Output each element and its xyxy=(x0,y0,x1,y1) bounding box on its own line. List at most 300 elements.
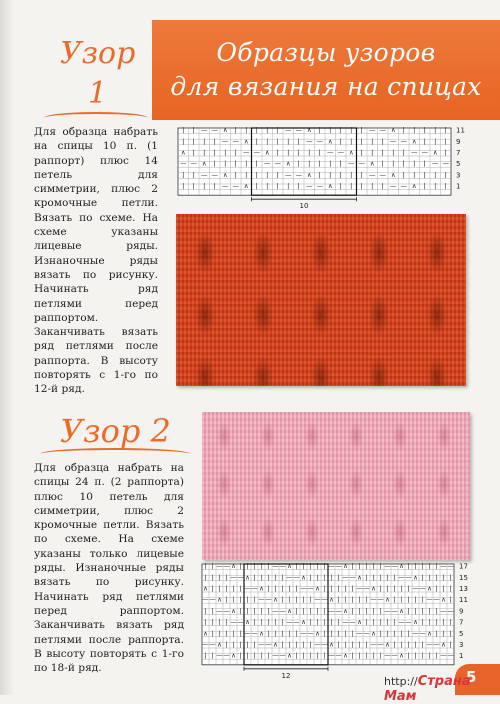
pattern-2-chart-stitch-symbol: | xyxy=(309,640,312,649)
pattern-2-chart-stitch-symbol: | xyxy=(211,562,214,571)
pattern-2-chart-stitch-symbol: — xyxy=(447,606,454,615)
pattern-2-chart-stitch-symbol: | xyxy=(330,584,333,593)
pattern-2-chart-stitch-symbol: | xyxy=(386,584,389,593)
pattern-2-chart-stitch-symbol: | xyxy=(337,595,340,604)
pattern-2-chart-stitch-symbol: | xyxy=(267,629,270,638)
pattern-2-chart-stitch-symbol: — xyxy=(419,584,426,593)
pattern-2-chart-stitch-symbol: | xyxy=(379,629,382,638)
pattern-2-chart-stitch-symbol: | xyxy=(274,584,277,593)
pattern-2-chart-stitch-symbol: | xyxy=(211,618,214,627)
pattern-2-chart-stitch-symbol: ∧ xyxy=(343,651,348,660)
pattern-2-chart-stitch-symbol: | xyxy=(428,651,431,660)
banner-title-line-1: Образцы узоров xyxy=(216,38,436,67)
pattern-1-chart-stitch-symbol: | xyxy=(371,182,374,191)
pattern-2-chart-stitch-symbol: | xyxy=(393,618,396,627)
watermark-prefix: http:// xyxy=(384,675,418,688)
pattern-1-chart-stitch-symbol: | xyxy=(287,148,290,157)
pattern-1-chart-stitch-symbol: — xyxy=(285,170,292,179)
pattern-2-chart-stitch-symbol: | xyxy=(351,651,354,660)
pattern-2-chart-stitch-symbol: ∧ xyxy=(301,618,306,627)
pattern-1-chart-stitch-symbol: | xyxy=(423,170,426,179)
pattern-2-chart-stitch-symbol: | xyxy=(421,640,424,649)
pattern-2-chart-stitch-symbol: | xyxy=(239,584,242,593)
pattern-2-chart-stitch-symbol: — xyxy=(426,595,433,604)
pattern-2-chart-stitch-symbol: | xyxy=(239,562,242,571)
pattern-1-chart-stitch-symbol: | xyxy=(234,170,237,179)
pattern-2-chart-stitch-symbol: — xyxy=(279,606,286,615)
pattern-2-chart-stitch-symbol: ∧ xyxy=(357,618,362,627)
pattern-1-chart-stitch-symbol: — xyxy=(211,126,218,135)
pattern-2-chart-stitch-symbol: — xyxy=(286,573,293,582)
pattern-2-chart-stitch-symbol: | xyxy=(393,629,396,638)
pattern-2-chart-stitch-symbol: | xyxy=(253,573,256,582)
pattern-2-chart-stitch-symbol: — xyxy=(279,651,286,660)
pattern-2-chart-stitch-symbol: | xyxy=(253,651,256,660)
pattern-1-chart-stitch-symbol: | xyxy=(192,182,195,191)
pattern-1-chart-stitch-symbol: | xyxy=(234,148,237,157)
pattern-2-chart-stitch-symbol: ∧ xyxy=(441,640,446,649)
pattern-2-chart-stitch-symbol: | xyxy=(323,606,326,615)
pattern-2-chart-repeat-label: 12 xyxy=(281,671,291,680)
pattern-1-chart-stitch-symbol: ∧ xyxy=(348,148,354,157)
pattern-1-chart-stitch-symbol: — xyxy=(306,137,313,146)
pattern-1-chart-stitch-symbol: | xyxy=(318,148,321,157)
pattern-2-chart-stitch-symbol: — xyxy=(293,618,300,627)
pattern-2-chart-stitch-symbol: | xyxy=(414,595,417,604)
pattern-1-chart-stitch-symbol: — xyxy=(316,137,323,146)
pattern-2-chart-stitch-symbol: ∧ xyxy=(413,573,418,582)
pattern-2-chart-stitch-symbol: | xyxy=(246,640,249,649)
pattern-2-chart-stitch-symbol: — xyxy=(223,606,230,615)
pattern-2-chart-stitch-symbol: | xyxy=(316,651,319,660)
pattern-2-chart-stitch-symbol: | xyxy=(204,618,207,627)
pattern-2-chart-stitch-symbol: | xyxy=(309,573,312,582)
pattern-2-chart-stitch-symbol: — xyxy=(216,606,223,615)
pattern-2-chart-stitch-symbol: ∧ xyxy=(217,595,222,604)
pattern-2-chart-stitch-symbol: | xyxy=(393,640,396,649)
pattern-2-chart-stitch-symbol: — xyxy=(279,562,286,571)
pattern-2-chart-stitch-symbol: | xyxy=(260,618,263,627)
pattern-1-chart-row-number: 7 xyxy=(456,149,461,157)
pattern-1-chart-stitch-symbol: | xyxy=(318,170,321,179)
pattern-2-chart-stitch-symbol: | xyxy=(281,618,284,627)
pattern-2-chart-stitch-symbol: | xyxy=(309,606,312,615)
pattern-2-chart-stitch-symbol: ∧ xyxy=(259,584,264,593)
pattern-1-chart-stitch-symbol: | xyxy=(402,159,405,168)
pattern-2-chart-stitch-symbol: | xyxy=(393,584,396,593)
pattern-2-chart-stitch-symbol: | xyxy=(435,584,438,593)
pattern-2-chart-stitch-symbol: | xyxy=(365,573,368,582)
pattern-2-chart-stitch-symbol: | xyxy=(323,573,326,582)
pattern-2-chart-stitch-symbol: | xyxy=(365,618,368,627)
pattern-1-chart-stitch-symbol: ∧ xyxy=(222,170,228,179)
banner-title-line-2: для вязания на спицах xyxy=(170,72,482,101)
pattern-2-chart-stitch-symbol: | xyxy=(267,618,270,627)
pattern-1-chart-stitch-symbol: ∧ xyxy=(411,182,417,191)
pattern-2-chart-stitch-symbol: | xyxy=(435,606,438,615)
pattern-2-chart-stitch-symbol: | xyxy=(435,573,438,582)
pattern-1-chart-stitch-symbol: | xyxy=(213,182,216,191)
pattern-2-chart-stitch-symbol: — xyxy=(370,640,377,649)
pattern-2-chart-stitch-symbol: | xyxy=(295,562,298,571)
pattern-2-chart-stitch-symbol: ∧ xyxy=(287,562,292,571)
pattern-2-chart-stitch-symbol: — xyxy=(258,640,265,649)
pattern-2-chart-stitch-symbol: — xyxy=(314,640,321,649)
pattern-2-chart-stitch-symbol: — xyxy=(384,651,391,660)
pattern-2-chart-stitch-symbol: ∧ xyxy=(315,584,320,593)
pattern-2-chart-stitch-symbol: | xyxy=(344,595,347,604)
pattern-2-chart-stitch-symbol: | xyxy=(288,629,291,638)
pattern-2-chart-stitch-symbol: — xyxy=(377,595,384,604)
pattern-1-chart-stitch-symbol: — xyxy=(369,126,376,135)
pattern-2-chart-stitch-symbol: | xyxy=(428,562,431,571)
pattern-1-chart-stitch-symbol: | xyxy=(308,148,311,157)
pattern-2-chart-stitch-symbol: | xyxy=(295,595,298,604)
pattern-2-chart-stitch-symbol: | xyxy=(428,573,431,582)
pattern-2-chart-stitch-symbol: | xyxy=(379,573,382,582)
pattern-2-chart-stitch-symbol: | xyxy=(407,629,410,638)
pattern-2-chart-stitch-symbol: ∧ xyxy=(385,640,390,649)
pattern-1-chart-stitch-symbol: | xyxy=(255,182,258,191)
pattern-1-chart-stitch-symbol: — xyxy=(358,159,365,168)
pattern-2-chart-stitch-symbol: | xyxy=(218,629,221,638)
pattern-1-chart-stitch-symbol: — xyxy=(316,182,323,191)
pattern-2-chart-stitch-symbol: — xyxy=(440,562,447,571)
pattern-2-chart-stitch-symbol: — xyxy=(405,618,412,627)
pattern-2-chart-stitch-symbol: | xyxy=(274,629,277,638)
pattern-1-chart-stitch-symbol: ∧ xyxy=(243,182,249,191)
pattern-2-chart-stitch-symbol: | xyxy=(351,584,354,593)
pattern-2-chart-stitch-symbol: | xyxy=(218,584,221,593)
pattern-2-chart-stitch-symbol: ∧ xyxy=(343,606,348,615)
pattern-2-chart-stitch-symbol: ∧ xyxy=(259,629,264,638)
pattern-2-chart-stitch-symbol: | xyxy=(393,573,396,582)
pattern-2-chart-stitch-symbol: | xyxy=(246,606,249,615)
pattern-1-chart-stitch-symbol: | xyxy=(276,170,279,179)
pattern-1-chart-stitch-symbol: | xyxy=(339,137,342,146)
pattern-2-chart-row-number: 13 xyxy=(459,585,468,593)
pattern-1-chart-stitch-symbol: | xyxy=(339,126,342,135)
pattern-1-chart-stitch-symbol: | xyxy=(297,137,300,146)
pattern-1-chart-stitch-symbol: | xyxy=(339,170,342,179)
pattern-2-chart-stitch-symbol: | xyxy=(232,584,235,593)
pattern-2-chart-stitch-symbol: | xyxy=(344,629,347,638)
pattern-2-chart-stitch-symbol: | xyxy=(449,584,452,593)
pattern-2-chart-stitch-symbol: | xyxy=(379,606,382,615)
pattern-2-chart-stitch-symbol: | xyxy=(358,606,361,615)
pattern-2-chart-stitch-symbol: | xyxy=(253,562,256,571)
pattern-2-chart-stitch-symbol: — xyxy=(384,562,391,571)
pattern-2-chart-stitch-symbol: | xyxy=(407,595,410,604)
pattern-2-chart-stitch-symbol: | xyxy=(393,595,396,604)
pattern-1-chart-stitch-symbol: ∧ xyxy=(243,137,249,146)
pattern-2-chart-stitch-symbol: — xyxy=(314,595,321,604)
pattern-2-chart-stitch-symbol: — xyxy=(447,651,454,660)
pattern-2-chart-stitch-symbol: ∧ xyxy=(371,584,376,593)
pattern-2-chart-stitch-symbol: | xyxy=(302,640,305,649)
pattern-2-chart-stitch-symbol: ∧ xyxy=(371,629,376,638)
pattern-2-chart-stitch-symbol: — xyxy=(342,618,349,627)
pattern-1-chart-stitch-symbol: — xyxy=(337,148,344,157)
pattern-1-chart-stitch-symbol: | xyxy=(423,126,426,135)
pattern-2-chart-stitch-symbol: — xyxy=(370,595,377,604)
pattern-1-chart-stitch-symbol: ∧ xyxy=(411,137,417,146)
pattern-2-chart-row-number: 1 xyxy=(459,652,464,661)
pattern-1-chart-stitch-symbol: ∧ xyxy=(390,170,396,179)
pattern-2-chart-stitch-symbol: | xyxy=(323,618,326,627)
pattern-2-chart-stitch-symbol: | xyxy=(442,618,445,627)
pattern-2-chart-stitch-symbol: — xyxy=(293,573,300,582)
pattern-2-chart-row-number: 11 xyxy=(459,596,468,605)
pattern-2-chart-row-number: 9 xyxy=(459,607,464,616)
pattern-2-chart-stitch-symbol: — xyxy=(447,562,454,571)
pattern-1-chart-stitch-symbol: — xyxy=(295,126,302,135)
pattern-1-chart-stitch-symbol: | xyxy=(276,148,279,157)
pattern-2-chart-stitch-symbol: | xyxy=(246,651,249,660)
pattern-2-chart-stitch-symbol: | xyxy=(400,595,403,604)
pattern-1-chart-stitch-symbol: — xyxy=(285,126,292,135)
pattern-2-chart-stitch-symbol: — xyxy=(307,584,314,593)
pattern-2-chart-stitch-symbol: — xyxy=(328,606,335,615)
pattern-2-chart-stitch-symbol: ∧ xyxy=(245,573,250,582)
pattern-1-chart-stitch-symbol: | xyxy=(423,182,426,191)
pattern-2-chart-stitch-symbol: — xyxy=(426,640,433,649)
pattern-2-chart-stitch-symbol: | xyxy=(435,651,438,660)
page-number: 5 xyxy=(466,668,477,686)
pattern-2-chart-stitch-symbol: — xyxy=(335,606,342,615)
pattern-2-chart-stitch-symbol: | xyxy=(302,606,305,615)
pattern-1-chart-stitch-symbol: | xyxy=(350,137,353,146)
pattern-2-chart-stitch-symbol: | xyxy=(337,573,340,582)
pattern-2-chart-stitch-symbol: | xyxy=(344,584,347,593)
pattern-1-chart-stitch-symbol: | xyxy=(360,182,363,191)
pattern-2-chart-stitch-symbol: | xyxy=(253,640,256,649)
pattern-2-chart-stitch-symbol: | xyxy=(246,595,249,604)
pattern-1-chart-stitch-symbol: — xyxy=(400,182,407,191)
pattern-1-chart-stitch-symbol: | xyxy=(444,137,447,146)
pattern-2-chart-stitch-symbol: | xyxy=(267,584,270,593)
pattern-2-chart-stitch-symbol: ∧ xyxy=(231,651,236,660)
title-banner xyxy=(152,20,500,120)
pattern-2-chart-stitch-symbol: | xyxy=(337,618,340,627)
pattern-1-chart-stitch-symbol: | xyxy=(287,182,290,191)
pattern-1-chart-stitch-symbol: ∧ xyxy=(306,126,312,135)
pattern-2-chart-stitch-symbol: — xyxy=(202,595,209,604)
pattern-1-chart-stitch-symbol: — xyxy=(327,148,334,157)
pattern-1-chart-stitch-symbol: ∧ xyxy=(180,148,186,157)
pattern-2-chart-stitch-symbol: — xyxy=(433,640,440,649)
pattern-2-chart-stitch-symbol: | xyxy=(449,640,452,649)
pattern-2-chart-stitch-symbol: | xyxy=(337,629,340,638)
pattern-2-chart-stitch-symbol: | xyxy=(316,618,319,627)
pattern-1-chart-stitch-symbol: ∧ xyxy=(390,126,396,135)
pattern-1-chart-stitch-symbol: ∧ xyxy=(327,182,333,191)
pattern-2-chart-stitch-symbol: — xyxy=(244,629,251,638)
pattern-2-chart-stitch-symbol: — xyxy=(412,629,419,638)
pattern-2-chart-stitch-symbol: ∧ xyxy=(301,573,306,582)
pattern-2-description: Для образца набрать на спицы 24 п. (2 раппорта) плюс 10 петель для симметрии, плюс 2 кромочные петли. Вязать по схеме. На схеме указаны только лицевые ряды. Изнаночные ряды вязать по рисунку. Начинать ряд петлями перед раппортом. Заканчивать вязать ряд петлями после раппорта. В высоту повторять с 1-го по 18-й ряд. xyxy=(34,462,184,675)
pattern-2-chart-stitch-symbol: — xyxy=(391,651,398,660)
pattern-1-chart-stitch-symbol: | xyxy=(444,126,447,135)
pattern-1-chart-stitch-symbol: | xyxy=(318,126,321,135)
pattern-1-chart-stitch-symbol: ∧ xyxy=(201,159,207,168)
pattern-2-chart-stitch-symbol: | xyxy=(295,606,298,615)
pattern-1-chart-stitch-symbol: | xyxy=(297,182,300,191)
pattern-2-chart-stitch-symbol: | xyxy=(225,595,228,604)
pattern-2-chart-grid xyxy=(200,562,480,680)
pattern-1-chart-stitch-symbol: | xyxy=(266,182,269,191)
pattern-1-chart-stitch-symbol: | xyxy=(350,170,353,179)
pattern-1-chart-stitch-symbol: | xyxy=(255,170,258,179)
pattern-1-chart-stitch-symbol: | xyxy=(192,148,195,157)
pattern-2-chart-stitch-symbol: | xyxy=(204,651,207,660)
pattern-2-chart-stitch-symbol: | xyxy=(225,629,228,638)
pattern-2-chart-stitch-symbol: | xyxy=(400,584,403,593)
pattern-2-chart-stitch-symbol: | xyxy=(260,573,263,582)
pattern-1-chart-stitch-symbol: | xyxy=(402,148,405,157)
pattern-2-chart-stitch-symbol: ∧ xyxy=(343,562,348,571)
pattern-2-chart-stitch-symbol: ∧ xyxy=(231,606,236,615)
pattern-2-chart-stitch-symbol: ∧ xyxy=(427,584,432,593)
pattern-1-chart-stitch-symbol: | xyxy=(255,126,258,135)
pattern-1-chart-stitch-symbol: — xyxy=(369,170,376,179)
pattern-2-chart-stitch-symbol: | xyxy=(211,584,214,593)
pattern-2-chart-stitch-symbol: | xyxy=(246,562,249,571)
pattern-2-chart-stitch-symbol: | xyxy=(323,651,326,660)
pattern-2-chart-stitch-symbol: | xyxy=(421,618,424,627)
pattern-2-chart-stitch-symbol: ∧ xyxy=(245,618,250,627)
pattern-1-chart-stitch-symbol: | xyxy=(213,137,216,146)
watermark xyxy=(384,674,500,704)
pattern-1-chart-stitch-symbol: | xyxy=(297,148,300,157)
pattern-2-chart-stitch-symbol: | xyxy=(239,595,242,604)
pattern-2-chart-stitch-symbol: — xyxy=(202,640,209,649)
pattern-2-chart-stitch-symbol: — xyxy=(391,562,398,571)
pattern-2-chart-stitch-symbol: | xyxy=(365,640,368,649)
pattern-2-chart-stitch-symbol: | xyxy=(204,606,207,615)
pattern-2-chart-stitch-symbol: | xyxy=(225,584,228,593)
pattern-1-chart-stitch-symbol: | xyxy=(308,159,311,168)
pattern-2-chart-stitch-symbol: ∧ xyxy=(315,629,320,638)
pattern-2-chart-stitch-symbol: | xyxy=(428,606,431,615)
pattern-1-chart-stitch-symbol: | xyxy=(192,126,195,135)
pattern-2-chart-stitch-symbol: | xyxy=(379,618,382,627)
pattern-2-chart-stitch-symbol: ∧ xyxy=(399,606,404,615)
pattern-2-chart-stitch-symbol: | xyxy=(232,640,235,649)
pattern-2-chart-stitch-symbol: | xyxy=(260,562,263,571)
pattern-1-chart-stitch-symbol: | xyxy=(434,182,437,191)
pattern-2-chart-stitch-symbol: | xyxy=(330,573,333,582)
pattern-1-chart-stitch-symbol: | xyxy=(266,170,269,179)
pattern-2-chart-stitch-symbol: | xyxy=(449,618,452,627)
pattern-2-chart-stitch-symbol: | xyxy=(414,640,417,649)
pattern-1-chart-row-number: 3 xyxy=(456,171,461,180)
pattern-2-chart-stitch-symbol: — xyxy=(377,640,384,649)
pattern-2-chart-stitch-symbol: | xyxy=(358,595,361,604)
pattern-2-chart-stitch-symbol: | xyxy=(253,606,256,615)
pattern-1-chart-stitch-symbol: — xyxy=(421,148,428,157)
pattern-2-chart-stitch-symbol: | xyxy=(281,640,284,649)
pattern-2-chart-stitch-symbol: | xyxy=(309,562,312,571)
pattern-2-chart-stitch-symbol: | xyxy=(414,651,417,660)
pattern-2-chart-stitch-symbol: | xyxy=(281,629,284,638)
page-edge-shadow xyxy=(0,0,14,695)
pattern-1-chart-stitch-symbol: — xyxy=(232,182,239,191)
pattern-2-chart-stitch-symbol: | xyxy=(239,640,242,649)
pattern-2-chart-stitch-symbol: — xyxy=(209,595,216,604)
pattern-2-chart-stitch-symbol: | xyxy=(267,606,270,615)
pattern-2-chart-stitch-symbol: — xyxy=(216,562,223,571)
pattern-1-chart-stitch-symbol: | xyxy=(360,126,363,135)
pattern-1-chart-stitch-symbol: | xyxy=(402,126,405,135)
pattern-2-chart-stitch-symbol: ∧ xyxy=(231,562,236,571)
pattern-1-chart-stitch-symbol: | xyxy=(224,148,227,157)
pattern-2-chart-stitch-symbol: — xyxy=(349,573,356,582)
pattern-2-chart-stitch-symbol: | xyxy=(400,640,403,649)
pattern-2-chart-row-number: 17 xyxy=(459,562,468,571)
pattern-2-chart-stitch-symbol: | xyxy=(449,629,452,638)
pattern-2-chart-stitch-symbol: | xyxy=(225,573,228,582)
pattern-2-chart-stitch-symbol: ∧ xyxy=(273,595,278,604)
pattern-1-chart-stitch-symbol: — xyxy=(222,182,229,191)
pattern-2-chart-stitch-symbol: | xyxy=(281,573,284,582)
pattern-2-chart-stitch-symbol: ∧ xyxy=(427,629,432,638)
pattern-2-chart-stitch-symbol: — xyxy=(307,629,314,638)
pattern-2-chart-stitch-symbol: | xyxy=(323,629,326,638)
pattern-2-chart-stitch-symbol: ∧ xyxy=(203,629,208,638)
pattern-2-chart-stitch-symbol: | xyxy=(204,562,207,571)
pattern-2-chart-row-number: 5 xyxy=(459,629,464,638)
pattern-1-chart-stitch-symbol: — xyxy=(180,159,187,168)
pattern-2-chart-stitch-symbol: — xyxy=(440,651,447,660)
pattern-1-chart-stitch-symbol: — xyxy=(201,126,208,135)
pattern-2-chart-stitch-symbol: — xyxy=(258,595,265,604)
pattern-1-chart-row-number: 1 xyxy=(456,182,461,191)
pattern-2-chart-stitch-symbol: — xyxy=(237,573,244,582)
pattern-2-chart-stitch-symbol: | xyxy=(365,606,368,615)
pattern-1-chart-stitch-symbol: | xyxy=(192,170,195,179)
pattern-2-chart-stitch-symbol: | xyxy=(407,584,410,593)
pattern-2-chart-stitch-symbol: — xyxy=(391,606,398,615)
pattern-2-chart-stitch-symbol: — xyxy=(272,651,279,660)
pattern-2-chart-stitch-symbol: | xyxy=(386,573,389,582)
pattern-1-chart-stitch-symbol: | xyxy=(339,159,342,168)
pattern-1-chart-stitch-symbol: | xyxy=(392,159,395,168)
pattern-1-chart-stitch-symbol: | xyxy=(297,159,300,168)
pattern-2-chart-stitch-symbol: | xyxy=(358,640,361,649)
pattern-2-chart-stitch-symbol: | xyxy=(302,595,305,604)
pattern-1-chart-stitch-symbol: — xyxy=(222,137,229,146)
pattern-2-chart-stitch-symbol: — xyxy=(265,595,272,604)
pattern-1-chart-stitch-symbol: | xyxy=(423,137,426,146)
pattern-2-chart-stitch-symbol: | xyxy=(421,573,424,582)
pattern-2-chart-stitch-symbol: | xyxy=(218,573,221,582)
pattern-1-chart-row-number: 11 xyxy=(456,126,465,135)
pattern-1-chart-stitch-symbol: — xyxy=(243,148,250,157)
pattern-2-chart-stitch-symbol: | xyxy=(218,618,221,627)
pattern-2-chart-stitch-symbol: | xyxy=(260,606,263,615)
pattern-2-chart-stitch-symbol: ∧ xyxy=(357,573,362,582)
pattern-2-chart-stitch-symbol: ∧ xyxy=(385,595,390,604)
pattern-2-chart-stitch-symbol: ∧ xyxy=(287,606,292,615)
pattern-2-chart-stitch-symbol: | xyxy=(323,584,326,593)
pattern-1-chart-stitch-symbol: — xyxy=(274,159,281,168)
pattern-2-chart-stitch-symbol: — xyxy=(209,640,216,649)
pattern-2-chart-stitch-symbol: ∧ xyxy=(273,640,278,649)
pattern-2-chart-stitch-symbol: — xyxy=(398,618,405,627)
pattern-1-chart-stitch-symbol: | xyxy=(203,148,206,157)
pattern-1-chart-stitch-symbol: — xyxy=(390,137,397,146)
